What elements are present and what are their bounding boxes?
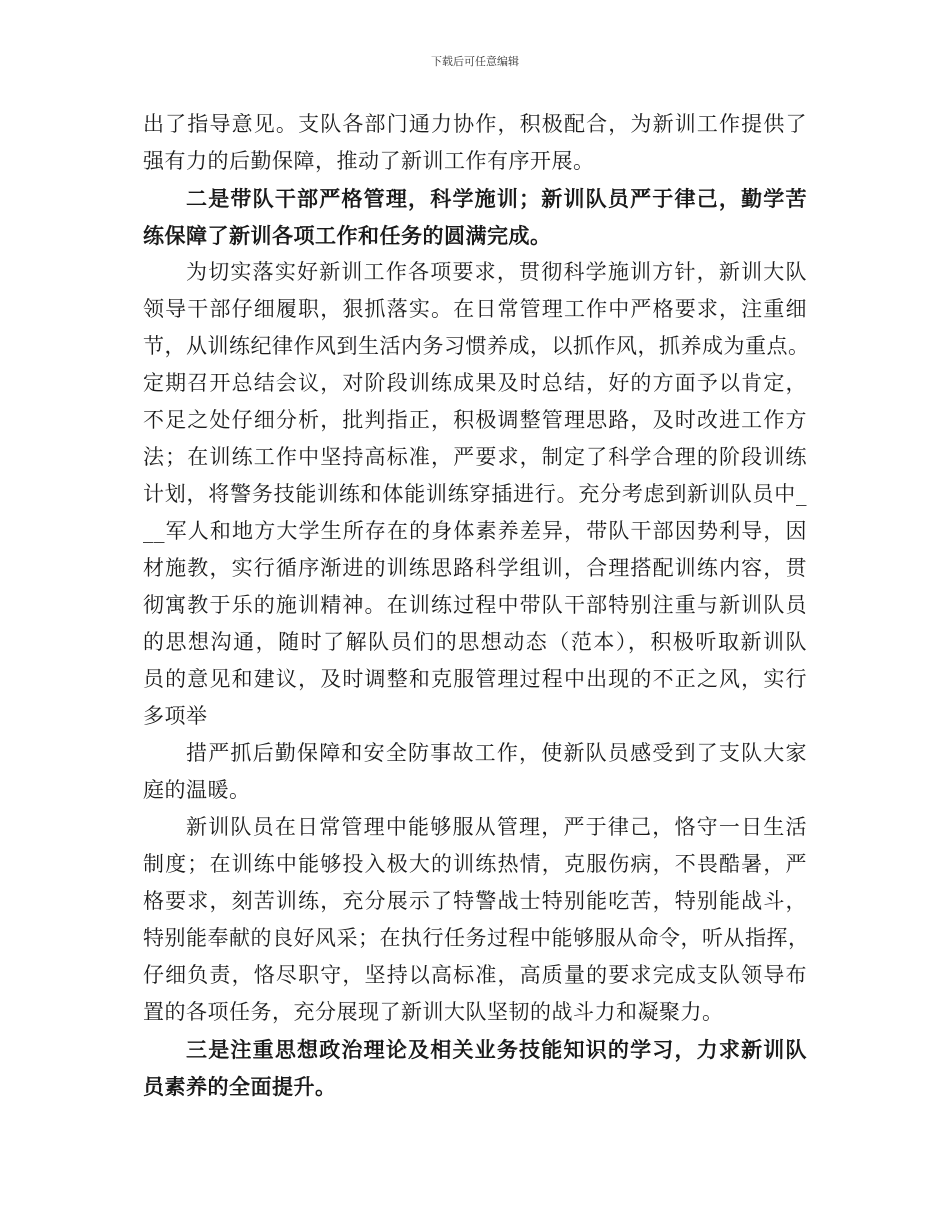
text-line: 彻寓教于乐的施训精神。在训练过程中带队干部特别注重与新训队员 [143, 593, 807, 617]
text-line: 法；在训练工作中坚持高标准，严要求，制定了科学合理的阶段训练 [143, 445, 807, 469]
text-line: 不足之处仔细分析，批判指正，积极调整管理思路，及时改进工作方 [143, 408, 807, 432]
text-line: 制度；在训练中能够投入极大的训练热情，克服伤病，不畏酷暑，严 [143, 852, 807, 876]
section-heading-line: 员素养的全面提升。 [143, 1074, 337, 1099]
text-line: 特别能奉献的良好风采；在执行任务过程中能够服从命令，听从指挥， [143, 926, 810, 950]
text-line: 多项举 [143, 704, 208, 728]
text-line: 格要求，刻苦训练，充分展示了特警战士特别能吃苦，特别能战斗， [143, 889, 807, 913]
text-line: 材施教，实行循序渐进的训练思路科学组训，合理搭配训练内容，贯 [143, 556, 807, 580]
section-heading-line: 三是注重思想政治理论及相关业务技能知识的学习，力求新训队 [186, 1037, 807, 1062]
text-line: 的思想沟通，随时了解队员们的思想动态（范本），积极听取新训队 [143, 630, 807, 654]
text-line: 计划，将警务技能训练和体能训练穿插进行。充分考虑到新训队员中_ [143, 482, 807, 506]
text-line: 出了指导意见。支队各部门通力协作，积极配合，为新训工作提供了 [143, 112, 807, 136]
text-line: 措严抓后勤保障和安全防事故工作，使新队员感受到了支队大家 [186, 741, 807, 765]
text-line: 庭的温暖。 [143, 778, 251, 802]
text-line: 强有力的后勤保障，推动了新训工作有序开展。 [143, 149, 595, 173]
text-line: 新训队员在日常管理中能够服从管理，严于律己，恪守一日生活 [186, 815, 807, 839]
text-line: 节，从训练纪律作风到生活内务习惯养成，以抓作风，抓养成为重点。 [143, 334, 810, 358]
document-body [143, 106, 810, 1105]
section-heading-line: 二是带队干部严格管理，科学施训；新训队员严于律己，勤学苦 [186, 186, 807, 211]
text-line: 定期召开总结会议，对阶段训练成果及时总结，好的方面予以肯定， [143, 371, 807, 395]
text-line: 仔细负责，恪尽职守，坚持以高标准，高质量的要求完成支队领导布 [143, 963, 807, 987]
text-line: __军人和地方大学生所存在的身体素养差异，带队干部因势利导，因 [143, 519, 807, 543]
page-header: 下载后可任意编辑 [431, 55, 519, 68]
text-line: 领导干部仔细履职，狠抓落实。在日常管理工作中严格要求，注重细 [143, 297, 807, 321]
text-line: 置的各项任务，充分展现了新训大队坚韧的战斗力和凝聚力。 [143, 1000, 724, 1024]
section-heading-line: 练保障了新训各项工作和任务的圆满完成。 [143, 223, 552, 248]
text-line: 为切实落实好新训工作各项要求，贯彻科学施训方针，新训大队 [186, 260, 807, 284]
text-line: 员的意见和建议，及时调整和克服管理过程中出现的不正之风，实行 [143, 667, 807, 691]
